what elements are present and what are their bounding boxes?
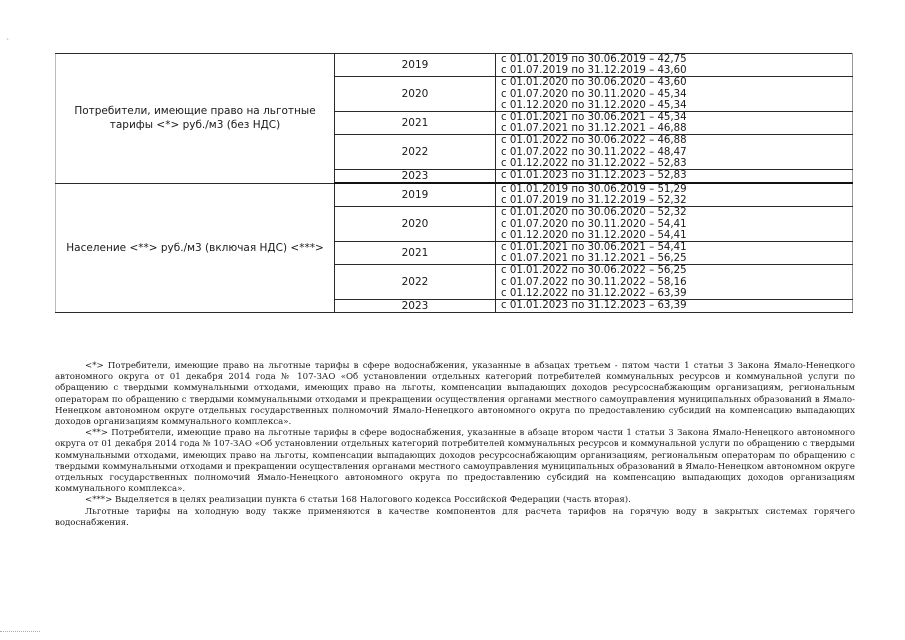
scan-mark: ` [6, 38, 10, 47]
tariff-periods [496, 135, 853, 170]
tariff-period-line: с 01.12.2022 по 31.12.2022 – 63,39 [501, 287, 687, 299]
tariff-period-line: с 01.01.2021 по 30.06.2021 – 54,41 [501, 242, 687, 254]
tariff-year: 2022 [335, 265, 496, 300]
tariff-period-line: с 01.01.2022 по 30.06.2022 – 46,88 [501, 135, 687, 147]
tariff-period-line: с 01.01.2020 по 30.06.2020 – 43,60 [501, 77, 687, 89]
tariff-period-line: с 01.07.2020 по 30.11.2020 – 54,41 [501, 218, 687, 230]
table-row [56, 54, 853, 77]
tariff-period-line: с 01.01.2019 по 30.06.2019 – 51,29 [501, 184, 687, 196]
tariff-periods [496, 207, 853, 242]
tariff-year: 2019 [335, 54, 496, 77]
tariff-year: 2020 [335, 77, 496, 112]
tariff-table [55, 53, 853, 313]
tariff-period-line: с 01.07.2019 по 31.12.2019 – 43,60 [501, 65, 687, 77]
tariff-year: 2019 [335, 183, 496, 207]
tariff-table-body [56, 54, 853, 313]
tariff-period-line: с 01.01.2021 по 30.06.2021 – 45,34 [501, 112, 687, 124]
tariff-periods [496, 77, 853, 112]
footnote-3: <***> Выделяется в целях реализации пункта 6 статьи 168 Налогового кодекса Российской Федерации (часть вторая). [85, 495, 631, 506]
tariff-period-line: с 01.01.2023 по 31.12.2023 – 63,39 [501, 300, 687, 312]
tariff-period-line: с 01.12.2022 по 31.12.2022 – 52,83 [501, 157, 687, 169]
tariff-periods [496, 265, 853, 300]
tariff-period-line: с 01.01.2023 по 31.12.2023 – 52,83 [501, 170, 687, 182]
tariff-period-line: с 01.07.2022 по 30.11.2022 – 48,47 [501, 146, 687, 158]
page-edge-mark [0, 631, 40, 632]
tariff-year: 2021 [335, 242, 496, 265]
tariff-period-line: с 01.07.2020 по 30.11.2020 – 45,34 [501, 88, 687, 100]
tariff-year: 2021 [335, 112, 496, 135]
table-row [56, 183, 853, 207]
tariff-period-line: с 01.01.2022 по 30.06.2022 – 56,25 [501, 265, 687, 277]
tariff-periods [496, 300, 853, 313]
tariff-periods [496, 54, 853, 77]
footnote-1: <*> Потребители, имеющие право на льготные тарифы в сфере водоснабжения, указанные в абзацах третьем - пятом части 1 статьи 3 Закона Ямало-Ненецкого автономного округа от 01 декабря 2014 года № 107-ЗАО «Об установлении отдельных категорий потребителей коммунальных ресурсов и коммунальной услуги по обращению с твердыми коммунальными отходами, имеющих право на льготы, компенсации выпадающих доходов ресурсоснабжающим организациям, региональным операторам по обращению с твердыми коммунальными отходами и прекращении осуществления органами местного самоуправления муниципальных образований в Ямало-Ненецком автономном округе отдельных государственных полномочий Ямало-Ненецкого автономного округа по предоставлению субсидий на компенсацию выпадающих доходов организациям коммунального комплекса». [55, 361, 855, 428]
footnotes [55, 361, 855, 529]
tariff-period-line: с 01.12.2020 по 31.12.2020 – 54,41 [501, 229, 687, 241]
tariff-period-line: с 01.07.2022 по 30.11.2022 – 58,16 [501, 276, 687, 288]
tariff-periods [496, 170, 853, 184]
tariff-year: 2022 [335, 135, 496, 170]
footnote-2: <**> Потребители, имеющие право на льготные тарифы в сфере водоснабжения, указанные в абзаце втором части 1 статьи 3 Закона Ямало-Ненецкого автономного округа от 01 декабря 2014 года № 107-ЗАО «Об установлении отдельных категорий потребителей коммунальных ресурсов и коммунальной услуги по обращению с твердыми коммунальными отходами, имеющих право на льготы, компенсации выпадающих доходов ресурсоснабжающим организациям, региональным операторам по обращению с твердыми коммунальными отходами и прекращении осуществления органами местного самоуправления муниципальных образований в Ямало-Ненецком автономном округе отдельных государственных полномочий Ямало-Ненецкого автономного округа по предоставлению субсидий на компенсацию выпадающих доходов организациям коммунального комплекса». [55, 428, 855, 495]
tariff-periods [496, 112, 853, 135]
footnote-4: Льготные тарифы на холодную воду также применяются в качестве компонентов для расчета тарифов на горячую воду в закрытых системах горячего водоснабжения. [55, 506, 855, 528]
tariff-period-line: с 01.01.2020 по 30.06.2020 – 52,32 [501, 207, 687, 219]
tariff-periods [496, 183, 853, 207]
tariff-periods [496, 242, 853, 265]
tariff-period-line: с 01.01.2019 по 30.06.2019 – 42,75 [501, 54, 687, 65]
tariff-period-line: с 01.07.2021 по 31.12.2021 – 56,25 [501, 253, 687, 265]
consumer-category: Потребители, имеющие право на льготные тарифы <*> руб./м3 (без НДС) [56, 54, 335, 184]
tariff-year: 2023 [335, 300, 496, 313]
tariff-year: 2020 [335, 207, 496, 242]
tariff-period-line: с 01.07.2021 по 31.12.2021 – 46,88 [501, 123, 687, 135]
tariff-period-line: с 01.12.2020 по 31.12.2020 – 45,34 [501, 99, 687, 111]
tariff-period-line: с 01.07.2019 по 31.12.2019 – 52,32 [501, 195, 687, 207]
consumer-category: Население <**> руб./м3 (включая НДС) <***> [56, 183, 335, 313]
tariff-year: 2023 [335, 170, 496, 184]
